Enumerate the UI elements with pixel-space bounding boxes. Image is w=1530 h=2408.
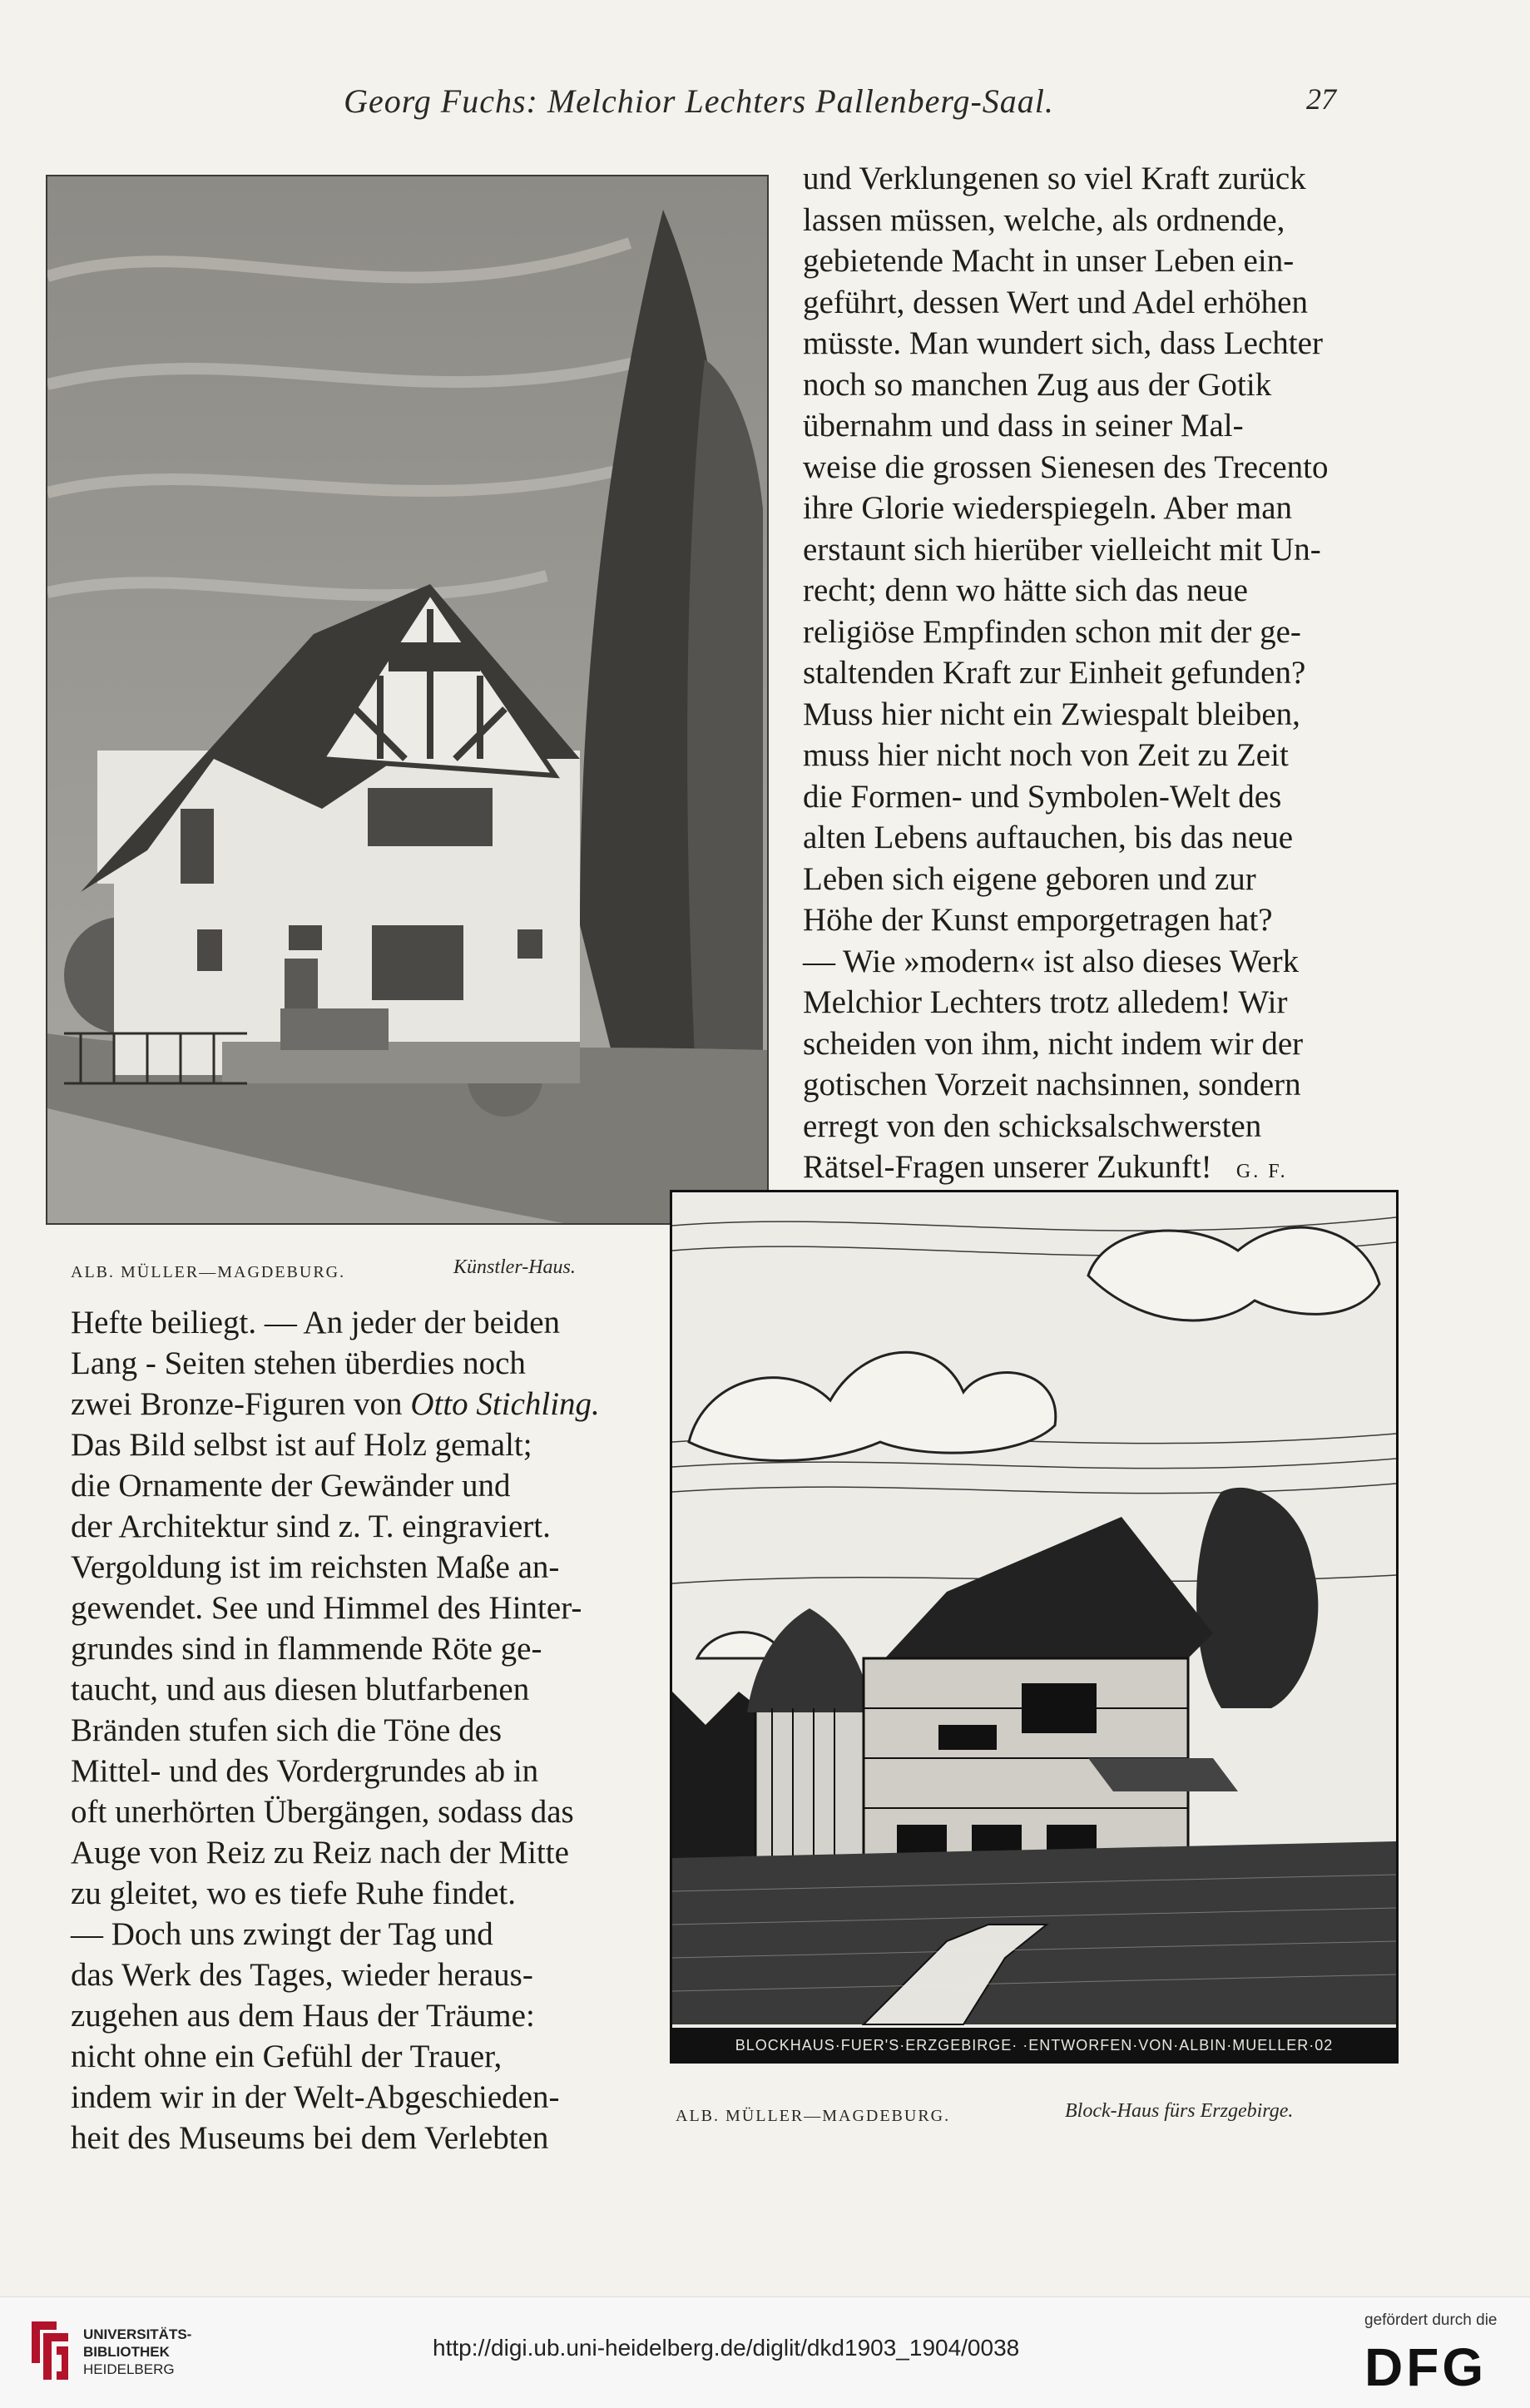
figure2-title: Block-Haus fürs Erzgebirge. bbox=[1065, 2100, 1294, 2122]
figure-block-haus bbox=[670, 1190, 1399, 2064]
figure1-credit: ALB. MÜLLER—MAGDEBURG. bbox=[71, 1263, 346, 1281]
right-text-column: und Verklungenen so viel Kraft zurück lassen müssen, welche, als ordnende, gebietende Macht in unser Leben ein- geführt, dessen Wert und Adel erhöhen müsste. Man wundert sich, dass Lechter noch so manchen Zug aus der Gotik übernahm und dass in seiner Mal- weise die grossen Sienesen des Trecento ihre Glorie wiederspiegeln. Aber man erstaunt sich hierüber vielleicht mit Un- recht; denn wo hätte sich das neue religiöse Empfinden schon mit der ge- staltenden Kraft zur Einheit gefunden? Muss hier nicht ein Zwiespalt bleiben, muss hier nicht noch von Zeit zu Zeit die Formen- und Symbolen-Welt des alten Lebens auftauchen, bis das neue Leben sich eigene geboren und zur Höhe der Kunst emporgetragen hat? — Wie »modern« ist also dieses Werk Melchior Lechters trotz alledem! Wir scheiden von ihm, nicht indem wir der gotischen Vorzeit nachsinnen, sondern erregt von den schicksalschwersten Rätsel-Fragen unserer Zukunft! G. F. bbox=[803, 161, 1329, 1185]
funded-by-label: gefördert durch die bbox=[1364, 2311, 1498, 2329]
italic-name: Otto Stichling. bbox=[410, 1386, 600, 1422]
figure-kuenstler-haus bbox=[46, 175, 769, 1225]
left-text-column: Hefte beiliegt. — An jeder der beiden Lang - Seiten stehen überdies noch zwei Bronze-Figuren von Otto Stichling. Das Bild selbst ist auf Holz gemalt; die Ornamente der Gewänder und der Architektur sind z. T. eingraviert. Vergoldung ist im reichsten Maße an- gewendet. See und Himmel des Hinter- grundes sind in flammende Röte ge- taucht, und aus diesen blutfarbenen Bränden stufen sich die Töne des Mittel- und des Vordergrundes ab in oft unerhörten Übergängen, sodass das Auge von Reiz zu Reiz nach der Mitte zu gleitet, wo es tiefe Ruhe findet. — Doch uns zwingt der Tag und das Werk des Tages, wieder heraus- zugehen aus dem Haus der Träume: nicht ohne ein Gefühl der Trauer, indem wir in der Welt-Abgeschieden- heit des Museums bei dem Verlebten bbox=[71, 1305, 600, 2156]
figure2-credit: ALB. MÜLLER—MAGDEBURG. bbox=[676, 2107, 951, 2125]
dfg-logo[interactable]: DFG bbox=[1364, 2337, 1488, 2397]
permalink-url[interactable]: http://digi.ub.uni-heidelberg.de/diglit/dkd1903_1904/0038 bbox=[433, 2335, 1020, 2361]
page-number: 27 bbox=[1306, 82, 1336, 116]
running-title: Georg Fuchs: Melchior Lechters Pallenberg-Saal. bbox=[344, 82, 1054, 120]
figure1-title: Künstler-Haus. bbox=[453, 1256, 576, 1278]
figure2-banner: BLOCKHAUS·FUER'S·ERZGEBIRGE· ·ENTWORFEN·VON·ALBIN·MUELLER·02 bbox=[735, 2037, 1334, 2054]
library-name: UNIVERSITÄTS- BIBLIOTHEK HEIDELBERG bbox=[83, 2326, 192, 2377]
signature: G. F. bbox=[1235, 1161, 1288, 1182]
university-library-logo-icon[interactable] bbox=[23, 2313, 77, 2388]
